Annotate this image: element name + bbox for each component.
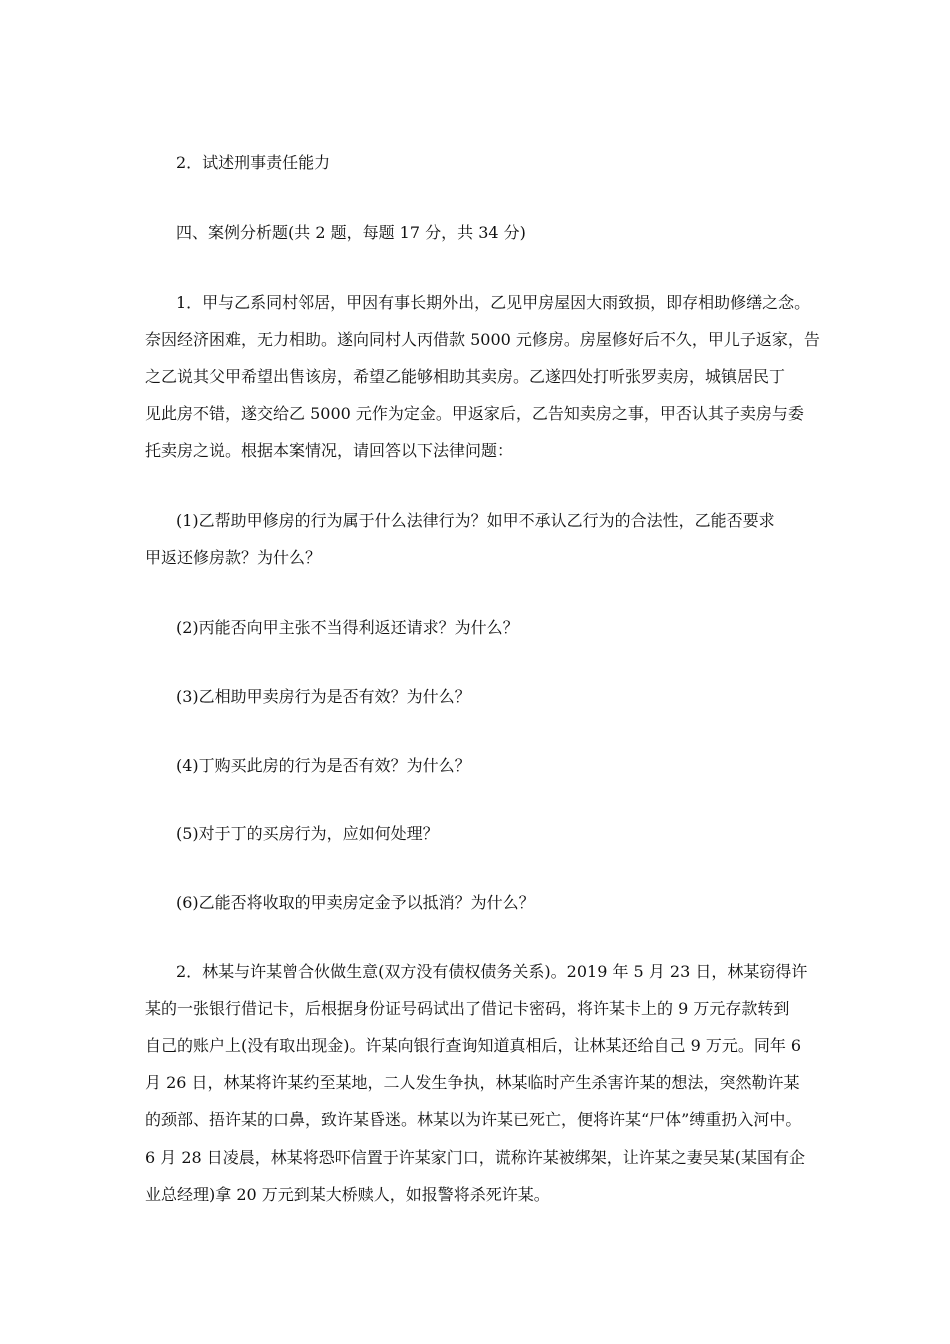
case2-line: 月 26 日，林某将许某约至某地，二人发生争执，林某临时产生杀害许某的想法，突然勒许某 xyxy=(145,1073,800,1092)
section-4-heading: 四、案例分析题(共 2 题，每题 17 分，共 34 分) xyxy=(176,223,526,242)
case2-line: 的颈部、捂许某的口鼻，致许某昏迷。林某以为许某已死亡，便将许某“尸体”缚重扔入河中。 xyxy=(145,1110,802,1129)
case1-line: 奈因经济困难，无力相助。遂向同村人丙借款 5000 元修房。房屋修好后不久，甲儿子返家，告 xyxy=(145,330,820,349)
case1-question-5: (5)对于丁的买房行为，应如何处理？ xyxy=(176,824,439,843)
case1-question-2: (2)丙能否向甲主张不当得利返还请求？为什么？ xyxy=(176,618,519,637)
case2-line: 自己的账户上(没有取出现金)。许某向银行查询知道真相后，让林某还给自己 9 万元。同年 6 xyxy=(145,1036,802,1055)
case1-question-3: (3)乙相助甲卖房行为是否有效？为什么？ xyxy=(176,687,471,706)
case2-line: 6 月 28 日凌晨，林某将恐吓信置于许某家门口，谎称许某被绑架，让许某之妻吴某(某国有企 xyxy=(145,1148,806,1167)
case2-line: 某的一张银行借记卡，后根据身份证号码试出了借记卡密码，将许某卡上的 9 万元存款转到 xyxy=(145,999,790,1018)
case1-line: 之乙说其父甲希望出售该房，希望乙能够相助其卖房。乙遂四处打听张罗卖房，城镇居民丁 xyxy=(145,367,786,386)
case1-question-6: (6)乙能否将收取的甲卖房定金予以抵消？为什么？ xyxy=(176,893,535,912)
case2-line: 业总经理)拿 20 万元到某大桥赎人，如报警将杀死许某。 xyxy=(145,1185,550,1204)
case1-question-1: (1)乙帮助甲修房的行为属于什么法律行为？如甲不承认乙行为的合法性，乙能否要求 xyxy=(176,511,775,530)
case1-line: 托卖房之说。根据本案情况，请回答以下法律问题： xyxy=(145,441,514,460)
case1-line: 见此房不错，遂交给乙 5000 元作为定金。甲返家后，乙告知卖房之事，甲否认其子卖房与委 xyxy=(145,404,804,423)
essay-question-2: 2．试述刑事责任能力 xyxy=(176,153,331,172)
case1-line: 1．甲与乙系同村邻居，甲因有事长期外出，乙见甲房屋因大雨致损，即存相助修缮之念。 xyxy=(176,293,811,312)
case2-line: 2．林某与许某曾合伙做生意(双方没有债权债务关系)。2019 年 5 月 23 日，林某窃得许 xyxy=(176,962,808,981)
case1-question-4: (4)丁购买此房的行为是否有效？为什么？ xyxy=(176,756,471,775)
case1-question-1-cont: 甲返还修房款？为什么？ xyxy=(145,548,322,567)
